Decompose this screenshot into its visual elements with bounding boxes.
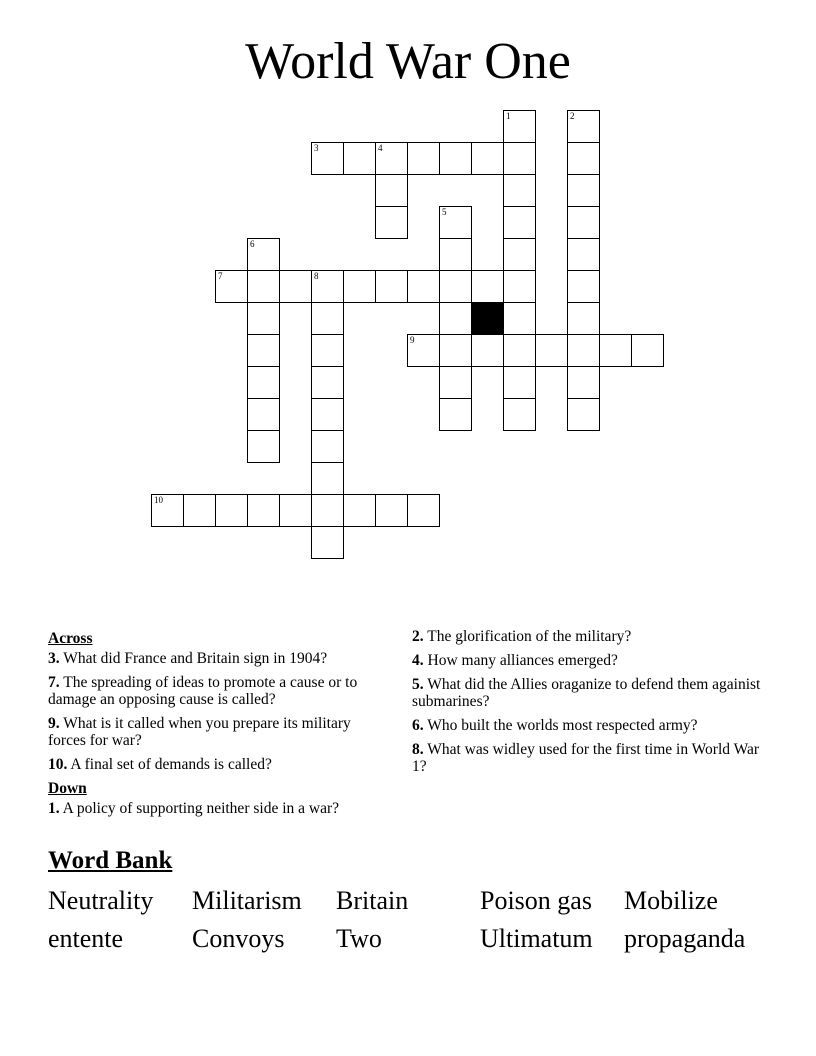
grid-cell[interactable] (375, 494, 408, 527)
word-bank-word: Ultimatum (480, 924, 593, 953)
cell-number: 10 (154, 495, 163, 505)
word-bank-word: Mobilize (624, 886, 718, 915)
grid-cell[interactable] (279, 270, 312, 303)
grid-cell[interactable] (567, 270, 600, 303)
grid-cell[interactable] (247, 494, 280, 527)
grid-cell[interactable] (343, 142, 376, 175)
grid-cell[interactable] (311, 494, 344, 527)
word-bank-word: Militarism (192, 886, 302, 915)
clue-number: 10. (48, 756, 68, 773)
clue (48, 715, 378, 749)
clue-text: A final set of demands is called? (67, 756, 272, 773)
clue-text: What did France and Britain sign in 1904? (59, 650, 328, 667)
grid-cell[interactable] (183, 494, 216, 527)
word-bank-row (48, 882, 788, 920)
grid-cell[interactable] (311, 398, 344, 431)
grid-cell[interactable] (375, 270, 408, 303)
clue-text: What is it called when you prepare its military forces for war? (48, 715, 351, 749)
grid-cell[interactable] (439, 206, 472, 239)
down-clue-list-right (412, 628, 762, 775)
grid-cell[interactable] (311, 526, 344, 559)
grid-cell[interactable] (343, 270, 376, 303)
grid-cell[interactable] (471, 334, 504, 367)
grid-cell[interactable] (503, 302, 536, 335)
clue-text: A policy of supporting neither side in a war? (59, 800, 339, 817)
clue (48, 756, 378, 773)
word-bank-word: Convoys (192, 924, 285, 953)
grid-cell[interactable] (247, 238, 280, 271)
grid-cell[interactable] (439, 142, 472, 175)
down-clue-list-left (48, 800, 378, 817)
grid-cell[interactable] (567, 398, 600, 431)
grid-cell[interactable] (279, 494, 312, 527)
clue (412, 652, 762, 669)
grid-cell[interactable] (503, 334, 536, 367)
down-heading: Down (48, 780, 87, 797)
grid-cell[interactable] (311, 366, 344, 399)
grid-cell[interactable] (247, 398, 280, 431)
cell-number: 9 (410, 335, 415, 345)
grid-cell[interactable] (375, 142, 408, 175)
clues-column-right (412, 628, 762, 782)
grid-cell[interactable] (439, 302, 472, 335)
clue (412, 676, 762, 710)
word-bank-heading: Word Bank (48, 847, 173, 874)
across-heading: Across (48, 630, 93, 647)
word-bank-word: entente (48, 924, 124, 953)
clue-text: Who built the worlds most respected army? (423, 717, 698, 734)
clue-number: 4. (412, 652, 424, 669)
puzzle-title: World War One (245, 33, 571, 90)
clue-text: What did the Allies oraganize to defend them againist submarines? (412, 676, 761, 710)
clues-column-left (48, 628, 378, 824)
word-bank-row (48, 920, 788, 958)
grid-cell[interactable] (247, 430, 280, 463)
grid-cell[interactable] (503, 270, 536, 303)
grid-cell[interactable] (567, 174, 600, 207)
grid-cell[interactable] (311, 142, 344, 175)
grid-cell[interactable] (567, 142, 600, 175)
clue-text: The spreading of ideas to promote a cause or to damage an opposing cause is called? (48, 674, 358, 708)
clue-number: 9. (48, 715, 60, 732)
grid-cell[interactable] (247, 302, 280, 335)
grid-cell[interactable] (503, 238, 536, 271)
grid-cell[interactable] (375, 206, 408, 239)
clue-number: 1. (48, 800, 60, 817)
grid-cell[interactable] (503, 398, 536, 431)
grid-cell[interactable] (311, 462, 344, 495)
grid-cell[interactable] (439, 366, 472, 399)
clue (412, 741, 762, 775)
grid-cell[interactable] (567, 206, 600, 239)
clue-number: 3. (48, 650, 60, 667)
grid-cell[interactable] (247, 334, 280, 367)
grid-cell[interactable] (439, 334, 472, 367)
grid-cell[interactable] (247, 366, 280, 399)
clue-number: 7. (48, 674, 60, 691)
cell-number: 8 (314, 271, 319, 281)
grid-cell[interactable] (503, 206, 536, 239)
grid-cell[interactable] (567, 110, 600, 143)
clue-number: 6. (412, 717, 424, 734)
grid-cell[interactable] (407, 494, 440, 527)
word-bank-word: Britain (336, 886, 409, 915)
grid-cell[interactable] (567, 366, 600, 399)
grid-cell[interactable] (311, 430, 344, 463)
clue-number: 8. (412, 741, 424, 758)
clue (48, 650, 378, 667)
word-bank-word: Two (336, 924, 382, 953)
cell-number: 5 (442, 207, 447, 217)
grid-cell[interactable] (503, 110, 536, 143)
grid-cell[interactable] (439, 238, 472, 271)
word-bank-word: Poison gas (480, 886, 592, 915)
grid-cell[interactable] (439, 270, 472, 303)
grid-cell[interactable] (215, 494, 248, 527)
grid-cell[interactable] (247, 270, 280, 303)
word-bank (48, 882, 788, 958)
grid-cell[interactable] (567, 238, 600, 271)
grid-cell[interactable] (311, 334, 344, 367)
grid-cell[interactable] (631, 334, 664, 367)
grid-cell[interactable] (439, 398, 472, 431)
clue-text: How many alliances emerged? (423, 652, 618, 669)
cell-number: 1 (506, 111, 511, 121)
clue-number: 2. (412, 628, 424, 645)
grid-cell[interactable] (567, 334, 600, 367)
cell-number: 6 (250, 239, 255, 249)
clue (412, 717, 762, 734)
grid-cell[interactable] (471, 142, 504, 175)
clue (48, 674, 378, 708)
grid-cell[interactable] (407, 142, 440, 175)
grid-cell[interactable] (343, 494, 376, 527)
grid-cell[interactable] (599, 334, 632, 367)
grid-cell[interactable] (503, 366, 536, 399)
clue (48, 800, 378, 817)
clue (412, 628, 762, 645)
grid-cell[interactable] (567, 302, 600, 335)
grid-cell[interactable] (407, 334, 440, 367)
grid-cell[interactable] (503, 174, 536, 207)
grid-cell[interactable] (503, 142, 536, 175)
cell-number: 3 (314, 143, 319, 153)
clue-text: The glorification of the military? (423, 628, 632, 645)
clue-number: 5. (412, 676, 424, 693)
grid-cell[interactable] (407, 270, 440, 303)
clue-text: What was widley used for the first time in World War 1? (412, 741, 760, 775)
grid-cell[interactable] (311, 302, 344, 335)
grid-cell[interactable] (215, 270, 248, 303)
cell-number: 4 (378, 143, 383, 153)
grid-cell[interactable] (471, 270, 504, 303)
across-clue-list (48, 650, 378, 773)
grid-cell[interactable] (535, 334, 568, 367)
word-bank-word: propaganda (624, 924, 746, 953)
word-bank-word: Neutrality (48, 886, 154, 915)
grid-block-cell (471, 302, 504, 335)
cell-number: 2 (570, 111, 575, 121)
grid-cell[interactable] (151, 494, 184, 527)
cell-number: 7 (218, 271, 223, 281)
grid-cell[interactable] (375, 174, 408, 207)
grid-cell[interactable] (311, 270, 344, 303)
